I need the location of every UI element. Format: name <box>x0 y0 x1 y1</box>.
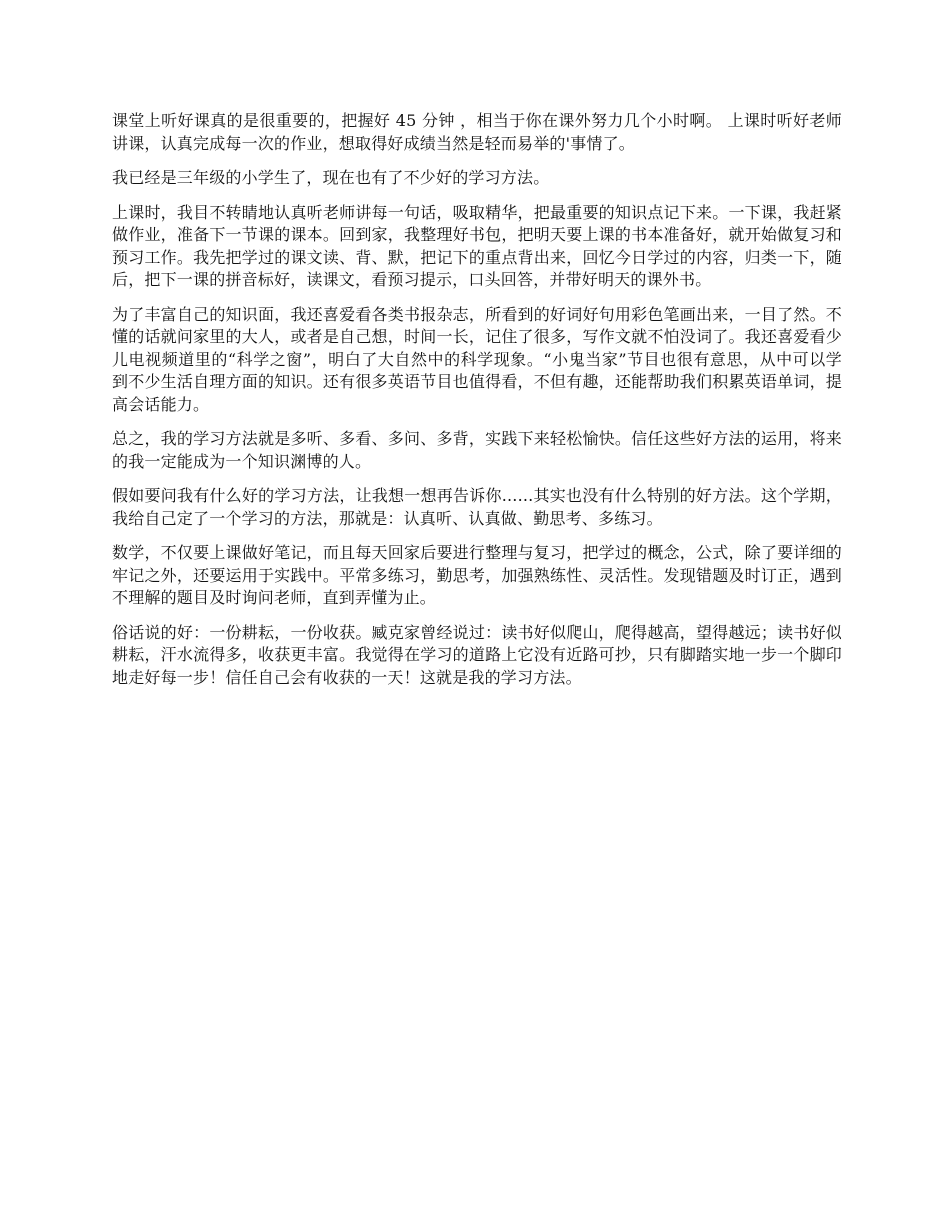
document-body <box>112 110 842 701</box>
paragraph-3: 上课时，我目不转睛地认真听老师讲每一句话，吸取精华，把最重要的知识点记下来。一下课，我赶紧做作业，准备下一节课的课本。回到家，我整理好书包，把明天要上课的书本准备好，就开始做复习和预习工作。我先把学过的课文读、背、默，把记下的重点背出来，回忆今日学过的内容，归类一下，随后，把下一课的拼音标好，读课文，看预习提示，口头回答，并带好明天的课外书。 <box>112 202 842 289</box>
paragraph-7: 数学，不仅要上课做好笔记，而且每天回家后要进行整理与复习，把学过的概念，公式，除了要详细的牢记之外，还要运用于实践中。平常多练习，勤思考，加强熟练性、灵活性。发现错题及时订正，遇到不理解的题目及时询问老师，直到弄懂为止。 <box>112 543 842 607</box>
paragraph-8: 俗话说的好：一份耕耘，一份收获。臧克家曾经说过：读书好似爬山，爬得越高，望得越远；读书好似耕耘，汗水流得多，收获更丰富。我觉得在学习的道路上它没有近路可抄，只有脚踏实地一步一个脚印地走好每一步！信任自己会有收获的一天！这就是我的学习方法。 <box>112 622 842 687</box>
paragraph-1: 课堂上听好课真的是很重要的，把握好 45 分钟 ，相当于你在课外努力几个小时啊。 上课时听好老师讲课，认真完成每一次的作业，想取得好成绩当然是轻而易举的'事情了。 <box>112 111 842 153</box>
paragraph-2: 我已经是三年级的小学生了，现在也有了不少好的学习方法。 <box>112 168 550 187</box>
paragraph-4: 为了丰富自己的知识面，我还喜爱看各类书报杂志，所看到的好词好句用彩色笔画出来，一目了然。不懂的话就问家里的大人，或者是自己想，时间一长，记住了很多，写作文就不怕没词了。我还喜爱看少儿电视频道里的“科学之窗”，明白了大自然中的科学现象。“小鬼当家”节目也很有意思，从中可以学到不少生活自理方面的知识。还有很多英语节目也值得看，不但有趣，还能帮助我们积累英语单词，提高会话能力。 <box>112 304 842 414</box>
paragraph-6: 假如要问我有什么好的学习方法，让我想一想再告诉你......其实也没有什么特别的好方法。这个学期，我给自己定了一个学习的方法，那就是：认真听、认真做、勤思考、多练习。 <box>112 486 842 528</box>
paragraph-5: 总之，我的学习方法就是多听、多看、多问、多背，实践下来轻松愉快。信任这些好方法的运用，将来的我一定能成为一个知识渊博的人。 <box>112 429 842 471</box>
